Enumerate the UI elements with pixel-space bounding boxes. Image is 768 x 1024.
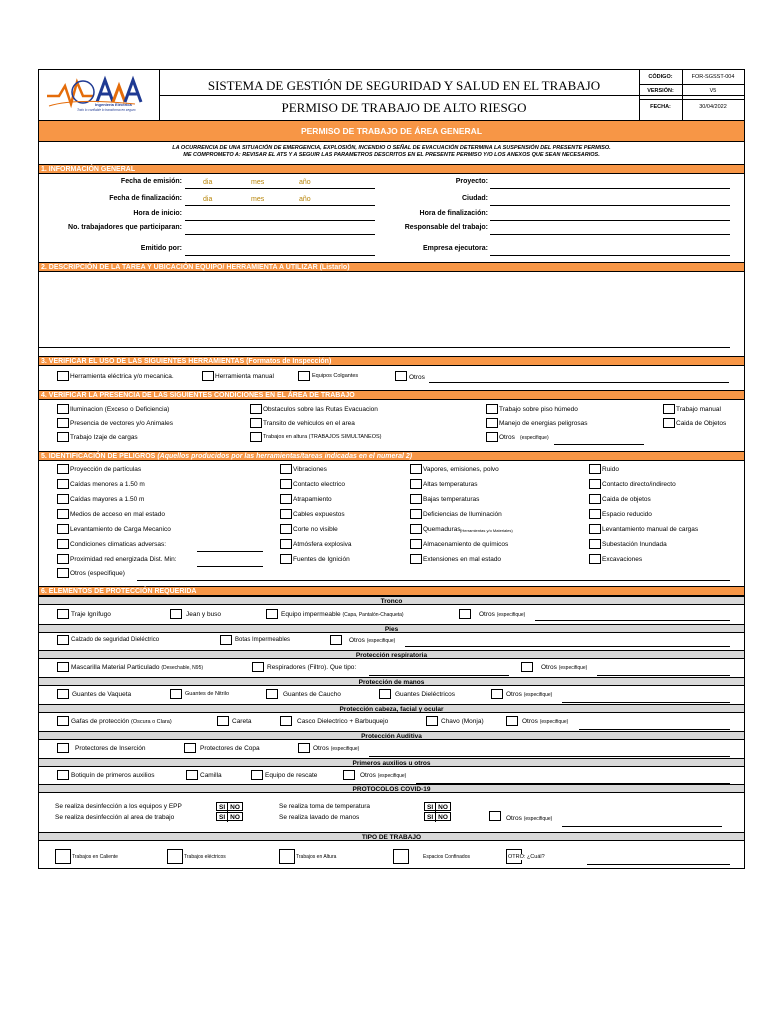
s5-c2-1-label: Contacto electrico <box>293 481 346 488</box>
s5-c2-0-label: Vibraciones <box>293 466 327 473</box>
s4-c2-0-checkbox[interactable] <box>250 404 262 414</box>
section-4-title: 4. VERIFICAR LA PRESENCIA DE LAS SIGUIENTES CONDICIONES EN EL ÁREA DE TRABAJO <box>39 390 744 400</box>
botas-checkbox[interactable] <box>220 635 232 645</box>
herramienta-manual-label: Herramienta manual <box>215 373 274 380</box>
chavo-checkbox[interactable] <box>426 716 438 726</box>
casco-checkbox[interactable] <box>280 716 292 726</box>
section-6-title: 6. ELEMENTOS DE PROTECCIÓN REQUERIDA <box>39 586 744 596</box>
equipo-rescate-checkbox[interactable] <box>251 770 263 780</box>
otros-cabeza-checkbox[interactable] <box>506 716 518 726</box>
s5-c2-6-label: Fuentes de Ignición <box>293 556 350 563</box>
s5-c4-4-label: Levantamiento manual de cargas <box>602 526 699 533</box>
auditiva-header: Protección Auditiva <box>39 731 744 740</box>
copa-checkbox[interactable] <box>184 743 196 753</box>
s4-c1-0-checkbox[interactable] <box>57 404 69 414</box>
proyecto-field[interactable] <box>490 179 730 189</box>
company-logo <box>45 74 155 116</box>
s4-c4-0-label: Trabajo manual <box>676 406 721 413</box>
notice-line-2: ME COMPROMETO A: REVISAR EL ATS Y A SEGUIR LAS PARAMETROS DESCRITOS EN EL PRESENTE PERMISO Y/O LOS ANEXOS QUE SEAN NECESARIOS. <box>183 152 600 158</box>
area-general-banner: PERMISO DE TRABAJO DE ÁREA GENERAL <box>39 121 744 142</box>
s5-c4-0-checkbox[interactable] <box>589 464 601 474</box>
hora-finalizacion-label: Hora de finalización: <box>419 210 488 217</box>
s5-c3-5-label: Almacenamiento de químicos <box>423 541 509 548</box>
s4-c4-1-checkbox[interactable] <box>663 418 675 428</box>
careta-checkbox[interactable] <box>217 716 229 726</box>
no-trabajadores-field[interactable] <box>185 225 375 235</box>
s5-c2-6-checkbox[interactable] <box>280 554 292 564</box>
s4-c3-1-checkbox[interactable] <box>486 418 498 428</box>
quemaduras-note: (Herramientas y/o Materiales) <box>460 528 513 533</box>
equipos-colgantes-checkbox[interactable] <box>298 371 310 381</box>
otros-pies-checkbox[interactable] <box>330 635 342 645</box>
fecha-emision-label: Fecha de emisión: <box>120 178 182 185</box>
otros-herramientas-field[interactable] <box>429 373 729 383</box>
s5-c3-2-label: Bajas temperaturas <box>423 496 480 503</box>
covid-q3: Se realiza toma de temperatura <box>279 803 371 810</box>
hora-inicio-label: Hora de inicio: <box>133 210 182 217</box>
section-3-title: 3. VERIFICAR EL USO DE LAS SIGUIENTES HERRAMIENTAS (Formatos de Inspección) <box>39 356 744 366</box>
no-trabajadores-label: No. trabajadores que participaran: <box>68 224 182 231</box>
s4-c1-1-label: Presencia de vectores y/o Animales <box>70 420 173 427</box>
s4-c2-2-label: Trabajos en altura (TRABAJOS SIMULTANEOS) <box>263 434 382 440</box>
s5-c3-5-checkbox[interactable] <box>410 539 422 549</box>
s5-c4-3-label: Espacio reducido <box>602 511 652 518</box>
covid-q2: Se realiza desinfección al area de trabajo <box>55 814 175 821</box>
s5-c3-4-checkbox[interactable] <box>410 524 422 534</box>
s4-otros-field[interactable] <box>554 435 644 445</box>
s5-c2-2-label: Atrapamiento <box>293 496 332 503</box>
s5-c3-0-checkbox[interactable] <box>410 464 422 474</box>
s5-c1-5-label: Condiciones climaticas adversas: <box>70 541 167 548</box>
s4-c3-1-label: Manejo de energias peligrosas <box>499 420 588 427</box>
s5-c1-0-label: Proyección de partículas <box>70 466 142 473</box>
tronco-header: Tronco <box>39 596 744 605</box>
traje-ignifugo-checkbox[interactable] <box>57 609 69 619</box>
codigo-label: CÓDIGO: <box>648 74 673 80</box>
s4-c2-0-label: Obstaculos sobre las Rutas Evacuacion <box>263 406 378 413</box>
s4-c4-1-label: Caida de Objetos <box>676 420 727 427</box>
primeros-auxilios-header: Primeros auxilios u otros <box>39 758 744 767</box>
s4-c3-0-label: Trabajo sobre piso húmedo <box>499 406 578 413</box>
s5-c4-6-label: Excavaciones <box>602 556 643 563</box>
s5-c4-5-label: Subestación Inundada <box>602 541 667 548</box>
s5-otros-field[interactable] <box>137 571 730 581</box>
covid-q4: Se realiza lavado de manos <box>279 814 360 821</box>
section-5-title: 5. IDENTIFICACIÓN DE PELIGROS (Aquellos producidos por las herramientas/tareas indicadas en el numeral 2) <box>39 451 744 461</box>
s5-c1-1-checkbox[interactable] <box>57 479 69 489</box>
s5-c3-2-checkbox[interactable] <box>410 494 422 504</box>
s4-c3-2-checkbox[interactable] <box>486 432 498 442</box>
otros-tronco-checkbox[interactable] <box>459 609 471 619</box>
cabeza-header: Protección cabeza, facial y ocular <box>39 704 744 713</box>
trabajos-caliente-checkbox[interactable] <box>55 849 71 864</box>
botiquin-checkbox[interactable] <box>57 770 69 780</box>
task-description-area[interactable] <box>39 272 744 356</box>
s4-c2-1-checkbox[interactable] <box>250 418 262 428</box>
s5-c2-2-checkbox[interactable] <box>280 494 292 504</box>
otros-auditiva-field[interactable] <box>369 747 730 757</box>
empresa-field[interactable] <box>490 246 730 256</box>
version-label: VERSIÓN: <box>647 88 674 94</box>
covid-q4-si-no[interactable]: SI NO <box>424 812 451 821</box>
responsable-label: Responsable del trabajo: <box>404 224 488 231</box>
s5-c1-3-checkbox[interactable] <box>57 509 69 519</box>
s5-c3-4-label: Quemaduras <box>423 526 461 533</box>
otros-respiratoria-field[interactable] <box>597 666 730 676</box>
s5-c4-3-checkbox[interactable] <box>589 509 601 519</box>
s4-c1-0-label: Iluminacion (Exceso o Deficiencia) <box>70 406 170 413</box>
camilla-checkbox[interactable] <box>186 770 198 780</box>
system-title: SISTEMA DE GESTIÓN DE SEGURIDAD Y SALUD EN EL TRABAJO <box>207 78 601 93</box>
s4-c4-0-checkbox[interactable] <box>663 404 675 414</box>
s5-c3-6-label: Extensiones en mal estado <box>423 556 502 563</box>
s5-c1-3-label: Medios de acceso en mal estado <box>70 511 166 518</box>
otros-cabeza-field[interactable] <box>579 720 730 730</box>
s5-c2-3-label: Cables expuestos <box>293 511 345 518</box>
version-value: V5 <box>709 88 717 94</box>
guantes-vaqueta-checkbox[interactable] <box>57 689 69 699</box>
company-subtitle: Ingeniería Eléctrica <box>95 102 132 107</box>
s5-c4-0-label: Ruido <box>602 466 619 473</box>
s5-c4-2-checkbox[interactable] <box>589 494 601 504</box>
notice-line-1: LA OCURRENCIA DE UNA SITUACIÓN DE EMERGENCIA, EXPLOSIÓN, INCENDIO O SEÑAL DE EVACUACIÓN DETERMINA LA SUSPENSIÓN DEL PRESENTE PERMISO. <box>172 145 611 151</box>
equipos-colgantes-label: Equipos Colgantes <box>312 373 359 379</box>
s5-c2-4-checkbox[interactable] <box>280 524 292 534</box>
codigo-value: FOR-SGSST-004 <box>691 74 735 80</box>
s4-c1-1-checkbox[interactable] <box>57 418 69 428</box>
proyecto-label: Proyecto: <box>455 178 488 185</box>
otros-manos-checkbox[interactable] <box>491 689 503 699</box>
s5-c1-0-checkbox[interactable] <box>57 464 69 474</box>
s5-c3-3-label: Deficiencias de Iluminación <box>423 511 502 518</box>
s5-c2-1-checkbox[interactable] <box>280 479 292 489</box>
covid-otros-field[interactable] <box>562 817 722 827</box>
trabajos-electricos-checkbox[interactable] <box>167 849 183 864</box>
otros-tronco-field[interactable] <box>535 611 730 621</box>
covid-q2-si-no[interactable]: SI NO <box>216 812 243 821</box>
form-header <box>39 70 744 121</box>
fecha-value: 30/04/2022 <box>699 104 727 110</box>
guantes-dielectricos-checkbox[interactable] <box>379 689 391 699</box>
emitido-por-label: Emitido por: <box>140 245 182 252</box>
s5-c1-5-checkbox[interactable] <box>57 539 69 549</box>
s5-c1-2-label: Caídas mayores a 1.50 m <box>70 496 145 503</box>
s5-c2-4-label: Corte no visible <box>293 526 338 533</box>
company-slogan: Todo lo confiable lo transforma en seguro <box>77 108 136 112</box>
fecha-finalizacion-field[interactable] <box>185 196 375 206</box>
s5-c4-6-checkbox[interactable] <box>589 554 601 564</box>
fecha-finalizacion-label: Fecha de finalización: <box>109 195 182 202</box>
otros-auditiva-checkbox[interactable] <box>298 743 310 753</box>
covid-q1: Se realiza desinfección a los equipos y EPP <box>55 803 182 810</box>
otros-pies-field[interactable] <box>405 637 730 647</box>
s4-c1-2-checkbox[interactable] <box>57 432 69 442</box>
jean-buso-checkbox[interactable] <box>170 609 182 619</box>
empresa-label: Empresa ejecutora: <box>423 245 488 252</box>
otros-respiratoria-checkbox[interactable] <box>521 662 533 672</box>
respiradores-checkbox[interactable] <box>252 662 264 672</box>
s5-c1-6-field[interactable] <box>197 557 263 567</box>
ciudad-label: Ciudad: <box>461 195 488 202</box>
calzado-checkbox[interactable] <box>57 635 69 645</box>
emitido-por-field[interactable] <box>185 246 375 256</box>
tipo-trabajo-header: TIPO DE TRABAJO <box>39 832 744 841</box>
s5-c3-3-checkbox[interactable] <box>410 509 422 519</box>
hora-finalizacion-field[interactable] <box>490 211 730 221</box>
otros-primeros-field[interactable] <box>416 774 730 784</box>
s4-c2-2-checkbox[interactable] <box>250 432 262 442</box>
hora-inicio-field[interactable] <box>185 211 375 221</box>
covid-q3-si-no[interactable]: SI NO <box>424 802 451 811</box>
s5-c4-1-checkbox[interactable] <box>589 479 601 489</box>
s4-c1-2-label: Trabajo Izaje de cargas <box>70 434 138 441</box>
s5-c1-4-label: Levantamiento de Carga Mecanico <box>70 526 171 533</box>
permit-title: PERMISO DE TRABAJO DE ALTO RIESGO <box>281 100 527 115</box>
equipo-impermeable-checkbox[interactable] <box>266 609 278 619</box>
covid-header: PROTOCOLOS COVID-19 <box>39 784 744 793</box>
s5-c1-6-checkbox[interactable] <box>57 554 69 564</box>
s5-c2-5-label: Atmósfera explosiva <box>293 541 352 548</box>
covid-otros-checkbox[interactable] <box>489 811 501 821</box>
s5-c1-2-checkbox[interactable] <box>57 494 69 504</box>
mascarilla-checkbox[interactable] <box>57 662 69 672</box>
section-2-title: 2. DESCRIPCIÓN DE LA TAREA Y UBICACIÓN EQUIPO/ HERRAMIENTA A UTILIZAR (Listarlo) <box>39 262 744 272</box>
trabajos-altura-checkbox[interactable] <box>279 849 295 864</box>
insercion-checkbox[interactable] <box>57 743 69 753</box>
espacios-confinados-checkbox[interactable] <box>393 849 409 864</box>
herramienta-manual-checkbox[interactable] <box>202 371 214 381</box>
s5-c3-0-label: Vapores, emisiones, polvo <box>423 466 499 473</box>
fecha-emision-field[interactable] <box>185 179 375 189</box>
s4-c3-2-label: Otros <box>499 434 515 441</box>
ciudad-field[interactable] <box>490 196 730 206</box>
s5-c2-3-checkbox[interactable] <box>280 509 292 519</box>
s4-otros-especifique: (especifique) <box>520 435 549 441</box>
section-1-title: 1. INFORMACIÓN GENERAL <box>39 164 744 174</box>
guantes-nitrilo-checkbox[interactable] <box>170 689 182 699</box>
s5-c1-7-checkbox[interactable] <box>57 568 69 578</box>
respiratoria-header: Protección respiratoria <box>39 650 744 659</box>
s5-c1-7-label: Otros (especifique) <box>70 570 125 577</box>
s5-c3-6-checkbox[interactable] <box>410 554 422 564</box>
herramienta-electrica-label: Herramienta eléctrica y/o mecanica. <box>70 373 174 380</box>
s5-c4-4-checkbox[interactable] <box>589 524 601 534</box>
otros-herramientas-checkbox[interactable] <box>395 371 407 381</box>
s4-c3-0-checkbox[interactable] <box>486 404 498 414</box>
herramienta-electrica-checkbox[interactable] <box>57 371 69 381</box>
permit-form: Ingeniería Eléctrica Todo lo confiable lo transforma en seguro SISTEMA DE GESTIÓN DE SEGURIDAD Y SALUD EN EL TRABAJO PERMISO DE TRABAJO DE ALTO RIESGO CÓDIGO: FOR-SGSST-004 VERSIÓN: V5 FECHA: 30/04/2022 PERMISO DE TRABAJO DE ÁREA GENERAL LA OCURRENCIA DE UNA SITUACIÓN DE EMERGENCIA, EXPLOSIÓN, INCENDIO O SEÑAL DE EVACUACIÓN DETERMINA LA SUSPENSIÓN DEL PRESENTE PERMISO. ME COMPROMETO A: REVISAR EL ATS Y A SEGUIR LAS PARAMETROS DESCRITOS EN EL PRESENTE PERMISO Y/O LOS ANEXOS QUE SEAN NECESARIOS. 1. INFORMACIÓN GENERAL Fecha de emisión: dia mes año Fecha de finalización: dia mes año Hora de inicio: No. trabajadores que participaran: Emitido por: Proyecto: Ciudad: Hora de finalización: Responsable del trabajo: Empresa ejecutora: 2. DESCRIPCIÓN DE LA TAREA Y UBICACIÓN EQUIPO/ HERRAMIENTA A UTILIZAR (Listarlo) 3. VERIFICAR EL USO DE LAS SIGUIENTES HERRAMIENTAS (Formatos de Inspección) Herramienta eléctrica y/o mecanica. Herramienta manual Equipos Colgantes Otros 4. VERIFICAR LA PRESENCIA DE LAS SIGUIENTES CONDICIONES EN EL ÁREA DE TRABAJO 5. IDENTIFICACIÓN DE PELIGROS (Aquellos producidos por las herramientas/tareas indicadas en el numeral 2) 6. ELEMENTOS DE PROTECCIÓN REQUERIDA Tronco Traje Ignífugo Jean y buso Equipo impermeable (Capa, Pantalón-Chaqueta) Otros (especifique) Pies Calzado de seguridad Dieléctrico Botas Impermeables Otros (especifique) Protección respiratoria Mascarilla Material Particulado (Desechable, N95) Respiradores (Filtro). Que tipo: Otros (especifique) Protección de manos Guantes de Vaqueta Guantes de Nitrilo Guantes de Caucho Guantes Dieléctricos Otros (especifique) Protección cabeza, facial y ocular Gafas de protección (Oscura o Clara) Careta Casco Dielectrico + Barbuquejo Chavo (Monja) Otros (especifique) Protección Auditiva Protectores de Inserción Protectores de Copa Otros (especifique) Primeros auxilios u otros Botiquín de primeros auxilios Camilla Equipo de rescate Otros (especifique) PROTOCOLOS COVID-19 Se realiza desinfección a los equipos y EPP Se realiza desinfección al area de trabajo SI NO SI NO Se realiza toma de temperatura Se realiza lavado de manos SI NO SI NO Otros (especifique) TIPO DE TRABAJO Trabajos en Caliente Trabajos eléctricos Trabajos en Altura Espacios Confinados OTRO: ¿Cuál? Iluminacion (Exceso o Deficiencia) Presencia de vectores y/o Animales Trabajo Izaje de cargas Obstaculos sobre las Rutas Evacuacion Transito de vehiculos en el area Trabajos en altura (TRABAJOS SIMULTANEOS) Trabajo sobre piso húmedo Manejo de energias peligrosas Otros (especifique) Trabajo manual Caida de Objetos Proyección de partículas Caídas menores a 1.50 m Caídas mayores a 1.50 m Medios de acceso en mal estado Levantamiento de Carga Mecanico Condiciones climaticas adversas: Proximidad red energizada Dist. Min: Otros (especifique) Vibraciones Contacto electrico Atrapamiento Cables expuestos Corte no visible Atmósfera explosiva Fuentes de Ignición Vapores, emisiones, polvo Altas temperaturas Bajas temperaturas Deficiencias de Iluminación Quemaduras (Herramientas y/o Materiales) Almacenamiento de químicos Extensiones en mal estado Ruido Contacto directo/indirecto Caida de objetos Espacio reducido Levantamiento manual de cargas Subestación Inundada Excavaciones <box>38 69 745 869</box>
s5-c1-4-checkbox[interactable] <box>57 524 69 534</box>
otro-tipo-field[interactable] <box>587 855 730 865</box>
s5-c1-1-label: Caídas menores a 1.50 m <box>70 481 145 488</box>
s5-c1-5-field[interactable] <box>197 542 263 552</box>
s5-c4-5-checkbox[interactable] <box>589 539 601 549</box>
guantes-caucho-checkbox[interactable] <box>266 689 278 699</box>
otros-manos-field[interactable] <box>562 693 730 703</box>
otros-primeros-checkbox[interactable] <box>343 770 355 780</box>
s5-c2-0-checkbox[interactable] <box>280 464 292 474</box>
respiradores-tipo-field[interactable] <box>369 666 509 676</box>
s5-c3-1-label: Altas temperaturas <box>423 481 478 488</box>
otros-herramientas-label: Otros <box>409 374 425 381</box>
covid-q1-si-no[interactable]: SI NO <box>216 802 243 811</box>
manos-header: Protección de manos <box>39 677 744 686</box>
s4-c2-1-label: Transito de vehiculos en el area <box>263 420 355 427</box>
pies-header: Pies <box>39 624 744 633</box>
s5-c2-5-checkbox[interactable] <box>280 539 292 549</box>
gafas-checkbox[interactable] <box>57 716 69 726</box>
responsable-field[interactable] <box>490 225 730 235</box>
s5-c1-6-label: Proximidad red energizada Dist. Min: <box>70 556 177 563</box>
s5-c4-2-label: Caida de objetos <box>602 496 651 503</box>
s5-c4-1-label: Contacto directo/indirecto <box>602 481 676 488</box>
fecha-label: FECHA: <box>650 104 671 110</box>
s5-c3-1-checkbox[interactable] <box>410 479 422 489</box>
